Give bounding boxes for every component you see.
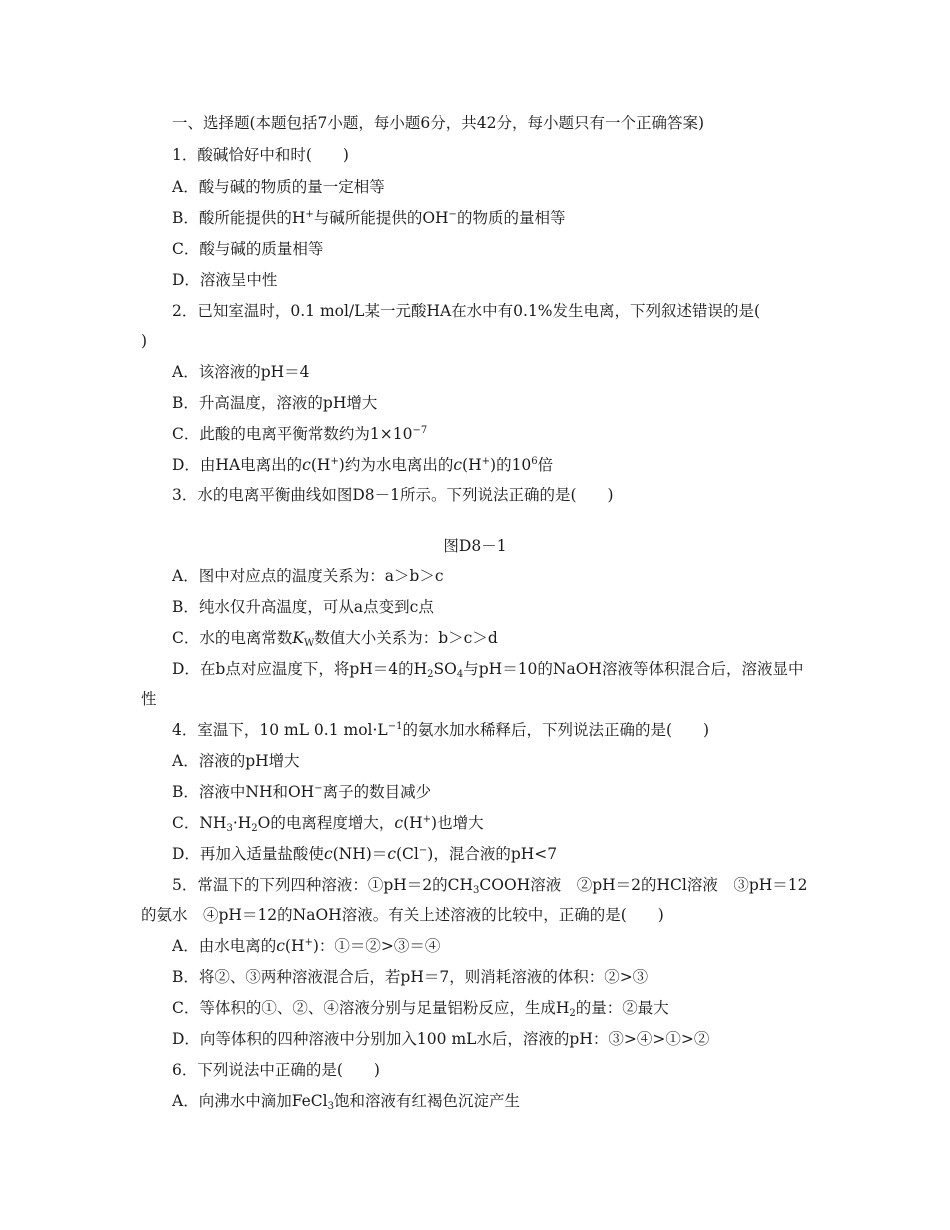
superscript: + (304, 937, 313, 948)
text: 数值大小关系为：b＞c＞d (314, 629, 498, 647)
q2-option-a: A．该溶液的pH＝4 (172, 363, 310, 381)
superscript: −7 (412, 425, 428, 436)
subscript: W (303, 638, 315, 649)
q1-option-a: A．酸与碱的物质的量一定相等 (172, 178, 385, 196)
text: )，混合液的pH<7 (427, 845, 558, 863)
text: D．在b点对应温度下，将pH＝4的H (172, 660, 428, 678)
text: (H (310, 456, 331, 474)
text: )的10 (490, 456, 532, 474)
subscript: 3 (226, 823, 233, 834)
q2-option-c (172, 424, 427, 444)
text: C．NH (172, 814, 227, 832)
superscript: 6 (531, 456, 538, 467)
q5-stem-line2: 的氨水 ④pH＝12的NaOH溶液。有关上述溶液的比较中，正确的是( ) (141, 906, 664, 924)
q3-option-b: B．纯水仅升高温度，可从a点变到c点 (172, 598, 434, 616)
text: 与pH＝10的NaOH溶液等体积混合后，溶液显中 (463, 660, 804, 678)
q1-option-d: D．溶液呈中性 (172, 271, 278, 289)
q2-option-d (172, 455, 553, 475)
subscript: 4 (456, 669, 464, 680)
q2-stem-line2: ) (141, 332, 148, 350)
subscript: 2 (427, 669, 434, 680)
q6-stem: 6．下列说法中正确的是( ) (172, 1061, 380, 1079)
text: SO (433, 660, 457, 678)
q2-option-b: B．升高温度，溶液的pH增大 (172, 394, 378, 412)
q3-stem: 3．水的电离平衡曲线如图D8－1所示。下列说法正确的是( ) (172, 486, 614, 504)
superscript: − (448, 209, 457, 220)
text: C．等体积的①、②、④溶液分别与足量铝粉反应，生成H (172, 999, 570, 1017)
q5-option-a (172, 936, 440, 956)
text: 离子的数目减少 (322, 783, 432, 801)
q4-option-b (172, 782, 431, 802)
text: (H (284, 937, 305, 955)
text: C．水的电离常数 (172, 629, 293, 647)
superscript: + (330, 456, 339, 467)
q4-option-d (172, 844, 557, 864)
text: 的氨水加水稀释后，下列说法正确的是( ) (402, 721, 710, 739)
superscript: + (422, 814, 432, 825)
superscript: − (314, 783, 323, 794)
q1-option-c: C．酸与碱的质量相等 (172, 240, 324, 258)
text: 倍 (537, 456, 554, 474)
text: D．再加入适量盐酸使 (172, 845, 324, 863)
text: 饱和溶液有红褐色沉淀产生 (333, 1092, 520, 1110)
italic-c: c (302, 456, 311, 474)
q4-option-c (172, 813, 484, 833)
q5-option-b: B．将②、③两种溶液混合后，若pH＝7，则消耗溶液的体积：②>③ (172, 968, 649, 986)
text: 4．室温下，10 mL 0.1 mol·L (172, 721, 388, 739)
q3-option-d-line1 (172, 659, 803, 679)
text: (H (462, 456, 482, 474)
superscript: − (418, 845, 428, 856)
superscript: −1 (387, 721, 403, 732)
italic-c: c (453, 456, 463, 474)
text: )约为水电离出的 (338, 456, 454, 474)
q6-option-a (172, 1091, 520, 1111)
text: 的物质的量相等 (456, 209, 566, 227)
superscript: + (305, 209, 314, 220)
superscript: + (481, 456, 491, 467)
q1-option-b (172, 208, 565, 228)
text: (H (403, 814, 423, 832)
italic-k: K (292, 629, 304, 647)
q1-stem: 1．酸碱恰好中和时( ) (172, 146, 349, 164)
text: )也增大 (431, 814, 484, 832)
q3-option-a: A．图中对应点的温度关系为：a＞b＞c (172, 567, 444, 585)
italic-c: c (394, 814, 404, 832)
text: B．酸所能提供的H (172, 209, 306, 227)
text: A．由水电离的 (172, 937, 277, 955)
text: B．溶液中NH和OH (172, 783, 315, 801)
q5-stem-line1 (172, 875, 808, 895)
subscript: 2 (569, 1008, 576, 1019)
text: D．由HA电离出的 (172, 456, 303, 474)
q3-figure-caption: 图D8－1 (443, 537, 507, 555)
text: COOH溶液 ②pH＝2的HCl溶液 ③pH＝12 (479, 876, 808, 894)
italic-c: c (387, 845, 396, 863)
q4-stem (172, 720, 709, 740)
italic-c: c (323, 845, 333, 863)
q5-option-c (172, 998, 669, 1018)
text: 的量：②最大 (575, 999, 669, 1017)
q3-option-c (172, 628, 498, 648)
text: C．此酸的电离平衡常数约为1×10 (172, 425, 413, 443)
text: )：①＝②>③＝④ (312, 937, 441, 955)
text: (NH)＝ (332, 845, 388, 863)
q2-stem-line1: 2．已知室温时，0.1 mol/L某一元酸HA在水中有0.1%发生电离，下列叙述错误的是( (172, 302, 761, 320)
q5-option-d: D．向等体积的四种溶液中分别加入100 mL水后，溶液的pH：③>④>①>② (172, 1030, 710, 1048)
text: O的电离程度增大， (257, 814, 395, 832)
subscript: 3 (473, 885, 480, 896)
text: 与碱所能提供的OH (313, 209, 449, 227)
italic-c: c (276, 937, 285, 955)
section-heading: 一、选择题(本题包括7小题，每小题6分，共42分，每小题只有一个正确答案) (172, 114, 705, 132)
text: (Cl (396, 845, 419, 863)
text: ·H (232, 814, 252, 832)
q4-option-a: A．溶液的pH增大 (172, 752, 300, 770)
q3-option-d-line2: 性 (141, 690, 157, 708)
text: A．向沸水中滴加FeCl (172, 1092, 328, 1110)
subscript: 2 (251, 823, 258, 834)
subscript: 3 (327, 1101, 334, 1112)
text: 5．常温下的下列四种溶液：①pH＝2的CH (172, 876, 474, 894)
